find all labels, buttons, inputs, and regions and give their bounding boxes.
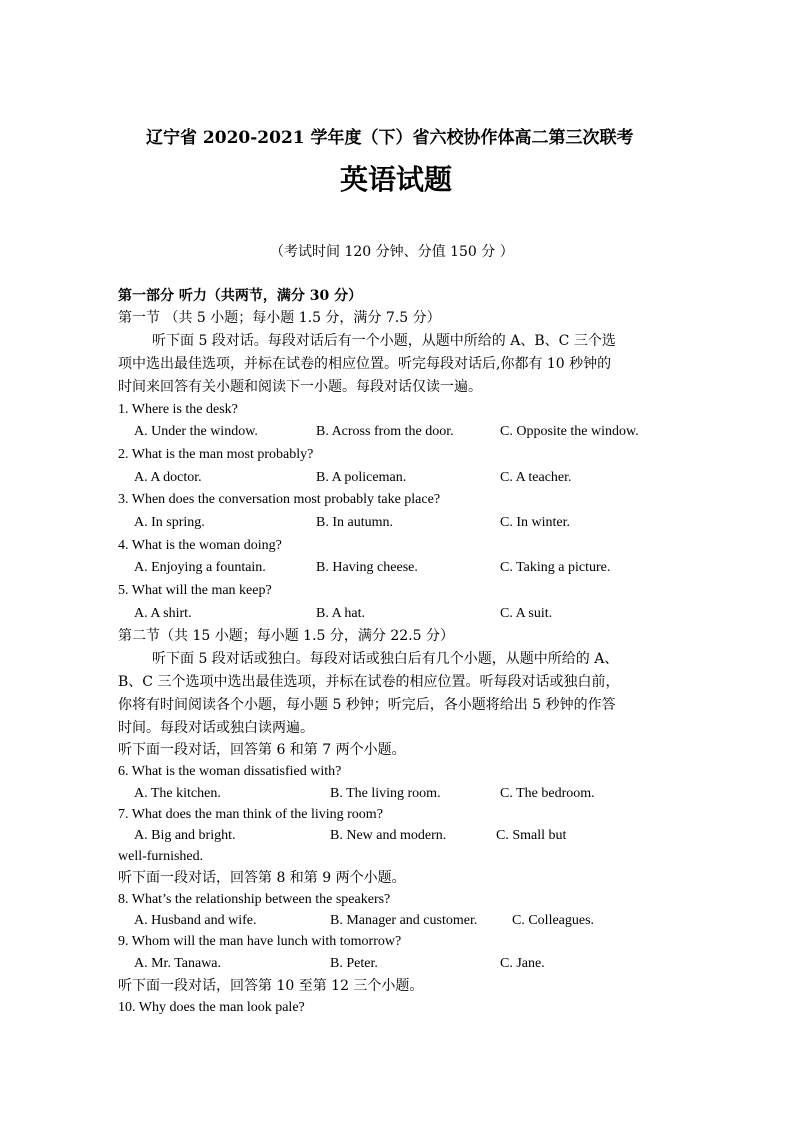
option-c: C. Jane. <box>500 956 545 971</box>
option-a: A. Husband and wife. <box>134 913 257 928</box>
option-c: C. Opposite the window. <box>500 424 639 439</box>
section2-instruction-line: 你将有时间阅读各个小题，每小题 5 秒钟；听完后，各小题将给出 5 秒钟的作答 <box>118 697 616 713</box>
option-c-continued: well-furnished. <box>118 849 204 864</box>
question-stem: 7. What does the man think of the living room? <box>118 807 383 822</box>
option-a: A. In spring. <box>134 515 205 530</box>
question-stem: 2. What is the man most probably? <box>118 447 314 462</box>
option-b: B. Across from the door. <box>316 424 454 439</box>
section1-instruction-line: 时间来回答有关小题和阅读下一小题。每段对话仅读一遍。 <box>118 379 482 395</box>
section2-heading: 第二节（共 15 小题；每小题 1.5 分，满分 22.5 分） <box>118 628 454 644</box>
group-instruction: 听下面一段对话，回答第 10 至第 12 三个小题。 <box>118 978 424 994</box>
question-stem: 10. Why does the man look pale? <box>118 1000 305 1015</box>
question-stem: 5. What will the man keep? <box>118 583 272 598</box>
option-a: A. Under the window. <box>134 424 258 439</box>
subject-title: 英语试题 <box>340 163 453 196</box>
group-instruction: 听下面一段对话，回答第 6 和第 7 两个小题。 <box>118 742 406 758</box>
option-a: A. Big and bright. <box>134 828 236 843</box>
option-b: B. Having cheese. <box>316 560 418 575</box>
option-b: B. The living room. <box>330 786 441 801</box>
section1-heading: 第一节 （共 5 小题；每小题 1.5 分，满分 7.5 分） <box>118 310 441 326</box>
section1-instruction-line: 听下面 5 段对话。每段对话后有一个小题，从题中所给的 A、B、C 三个选 <box>152 333 616 349</box>
option-c: C. A teacher. <box>500 470 572 485</box>
question-stem: 4. What is the woman doing? <box>118 538 282 553</box>
option-a: A. Mr. Tanawa. <box>134 956 222 971</box>
option-c: C. A suit. <box>500 606 553 621</box>
option-b: B. Manager and customer. <box>330 913 478 928</box>
exam-info: （考试时间 120 分钟、分值 150 分 ） <box>270 244 514 260</box>
option-b: B. New and modern. <box>330 828 447 843</box>
option-c: C. Colleagues. <box>512 913 595 928</box>
option-a: A. The kitchen. <box>134 786 221 801</box>
section1-instruction-line: 项中选出最佳选项，并标在试卷的相应位置。听完每段对话后,你都有 10 秒钟的 <box>118 356 612 372</box>
option-a: A. Enjoying a fountain. <box>134 560 266 575</box>
section2-instruction-line: B、C 三个选项中选出最佳选项，并标在试卷的相应位置。听每段对话或独白前， <box>118 674 620 690</box>
section2-instruction-line: 听下面 5 段对话或独白。每段对话或独白后有几个小题，从题中所给的 A、 <box>152 651 619 667</box>
option-c: C. In winter. <box>500 515 570 530</box>
question-stem: 6. What is the woman dissatisfied with? <box>118 764 342 779</box>
exam-title: 辽宁省 2020-2021 学年度（下）省六校协作体高二第三次联考 <box>146 128 634 148</box>
option-b: B. A policeman. <box>316 470 407 485</box>
option-b: B. A hat. <box>316 606 366 621</box>
option-c: C. The bedroom. <box>500 786 595 801</box>
question-stem: 9. Whom will the man have lunch with tomorrow? <box>118 934 402 949</box>
option-c: C. Taking a picture. <box>500 560 611 575</box>
group-instruction: 听下面一段对话，回答第 8 和第 9 两个小题。 <box>118 870 406 886</box>
question-stem: 8. What’s the relationship between the speakers? <box>118 892 391 907</box>
section2-instruction-line: 时间。每段对话或独白读两遍。 <box>118 720 314 736</box>
option-b: B. In autumn. <box>316 515 393 530</box>
part1-heading: 第一部分 听力（共两节，满分 30 分） <box>118 288 363 304</box>
option-b: B. Peter. <box>330 956 378 971</box>
option-a: A. A shirt. <box>134 606 192 621</box>
question-stem: 3. When does the conversation most probably take place? <box>118 492 441 507</box>
question-stem: 1. Where is the desk? <box>118 402 238 417</box>
option-c: C. Small but <box>496 828 567 843</box>
option-a: A. A doctor. <box>134 470 202 485</box>
